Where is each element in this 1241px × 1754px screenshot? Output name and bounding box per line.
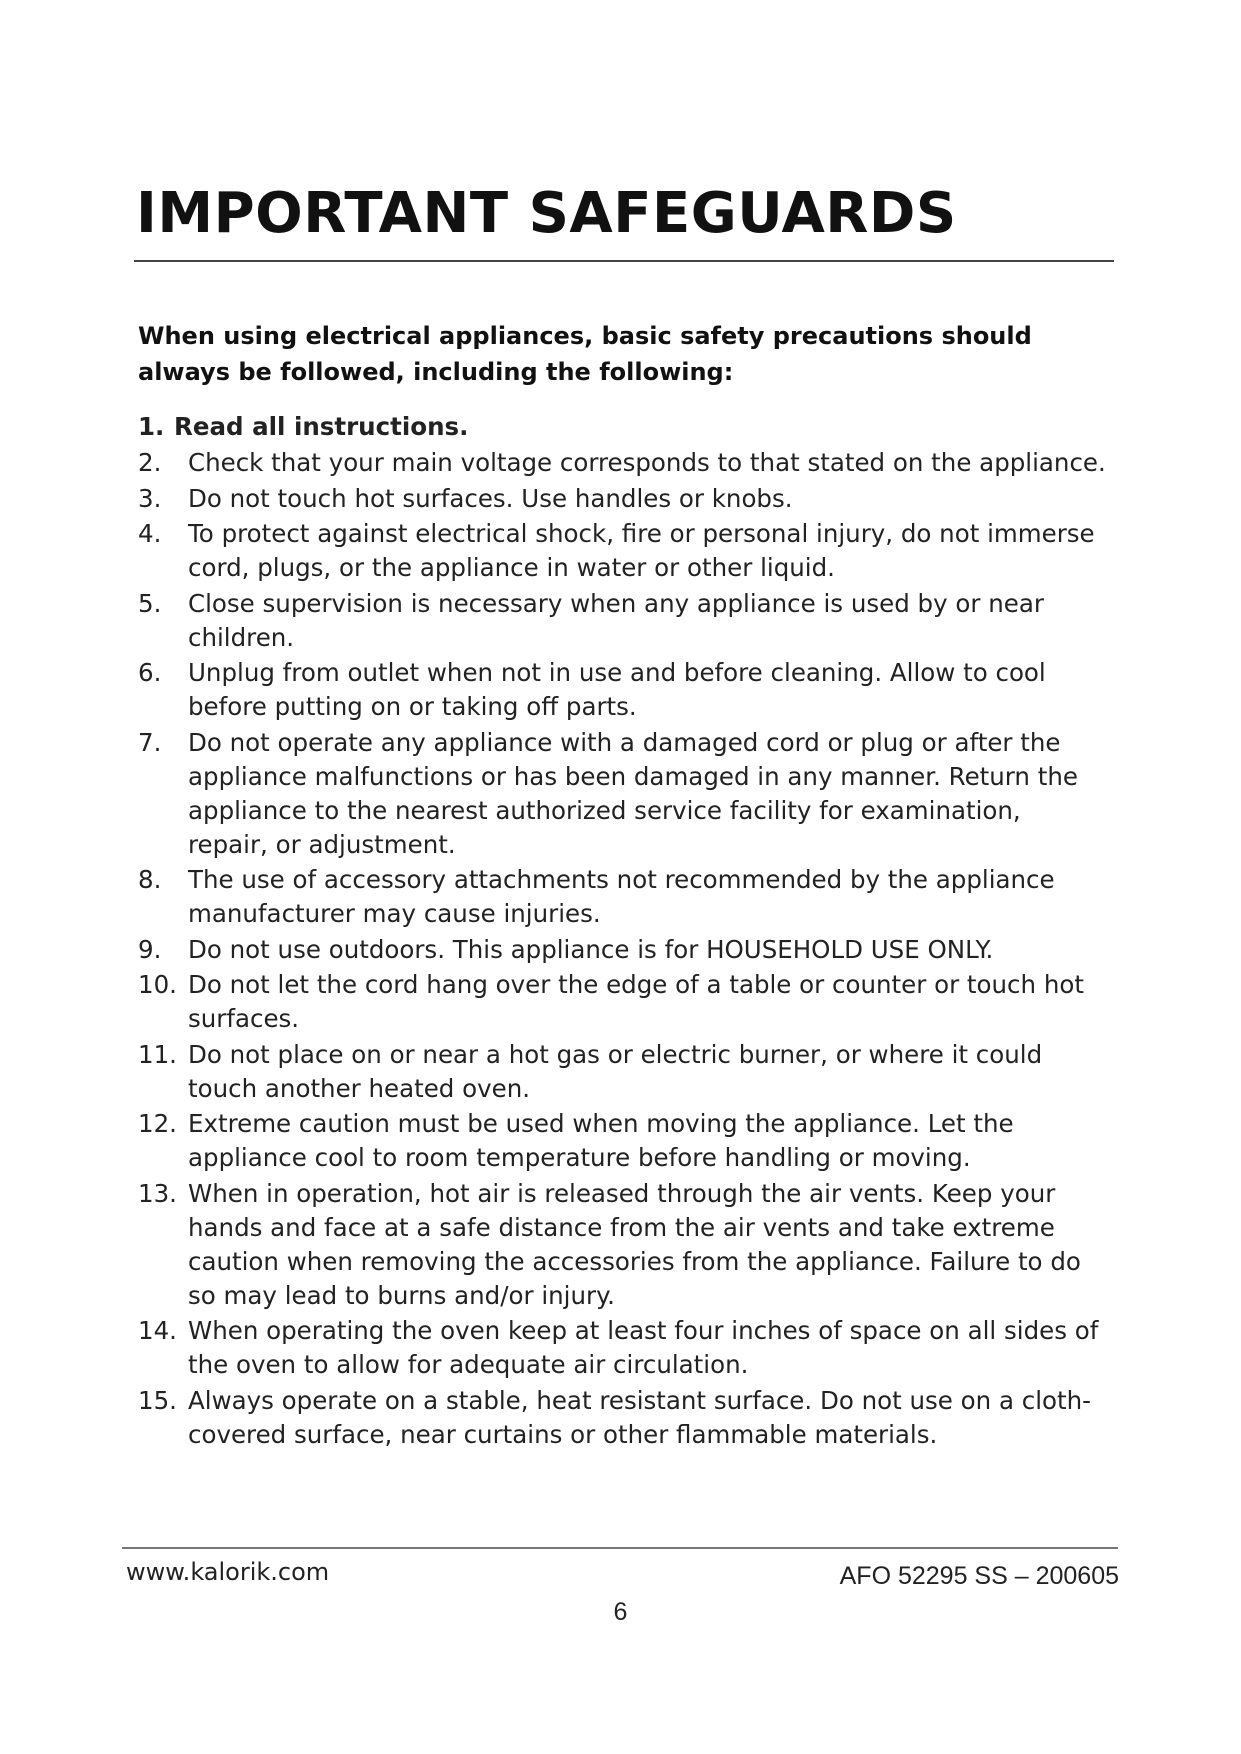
item-text: Extreme caution must be used when moving the appliance. Let the appliance cool to room temperature before handling or moving. [188,1109,1014,1172]
safeguard-item [138,1314,1108,1382]
safeguard-item [138,446,1108,480]
safeguard-list [138,410,1108,1453]
safeguard-item [138,933,1108,967]
item-text: Do not let the cord hang over the edge of a table or counter or touch hot surfaces. [188,970,1084,1033]
item-text: Always operate on a stable, heat resistant surface. Do not use on a cloth-covered surface, near curtains or other flammable materials. [188,1385,1092,1449]
item-number: 11. [138,1039,177,1069]
item-text: When operating the oven keep at least four inches of space on all sides of the oven to allow for adequate air circulation. [188,1316,1099,1379]
safeguard-item [138,1177,1108,1313]
item-text: Unplug from outlet when not in use and before cleaning. Allow to cool before putting on or taking off parts. [188,658,1046,721]
page-title: IMPORTANT SAFEGUARDS [136,181,957,246]
item-number: 8. [138,865,162,894]
safeguard-item [138,1038,1108,1106]
item-text: Close supervision is necessary when any appliance is used by or near children. [188,588,1044,652]
intro-paragraph: When using electrical appliances, basic safety precautions should always be followed, including the following: [138,322,1032,386]
safeguard-item [138,410,1108,444]
safeguard-item [138,863,1108,931]
safeguard-item [138,968,1108,1036]
safeguard-item [138,726,1108,862]
item-text: When in operation, hot air is released through the air vents. Keep your hands and face at a safe distance from the air vents and take extreme caution when removing the accessories from the appliance. Failure to do so may lead to burns and/or injury. [188,1178,1081,1310]
item-number: 7. [138,727,162,757]
footer-model-number: AFO 52295 SS – 200605 [839,1562,1119,1590]
page-number: 6 [613,1598,628,1626]
item-text: Do not use outdoors. This appliance is for HOUSEHOLD USE ONLY. [188,934,994,964]
item-text: The use of accessory attachments not recommended by the appliance manufacturer may cause injuries. [188,865,1055,928]
item-number: 12. [138,1109,177,1138]
safeguard-item [138,656,1108,724]
footer-divider [122,1547,1118,1549]
item-text: Check that your main voltage corresponds to that stated on the appliance. [188,448,1106,477]
safeguard-item [138,1384,1108,1452]
item-number: 3. [138,483,162,513]
item-number: 13. [138,1178,177,1208]
item-number: 1. [138,412,165,441]
item-text: Do not place on or near a hot gas or electric burner, or where it could touch another heated oven. [188,1039,1043,1103]
item-text: Read all instructions. [174,412,469,441]
item-number: 4. [138,519,162,548]
safeguard-item [138,517,1108,585]
item-number: 5. [138,588,162,618]
item-number: 14. [138,1316,177,1345]
item-number: 10. [138,970,177,999]
item-number: 15. [138,1385,177,1415]
item-text: Do not operate any appliance with a damaged cord or plug or after the appliance malfunctions or has been damaged in any manner. Return the appliance to the nearest authorized service facility for examination, repair, or adjustment. [188,727,1078,859]
safeguard-item [138,482,1108,516]
safeguard-item [138,587,1108,655]
safeguard-item [138,1107,1108,1175]
footer-website-link[interactable]: www.kalorik.com [126,1558,330,1586]
item-text: To protect against electrical shock, fire or personal injury, do not immerse cord, plugs, or the appliance in water or other liquid. [188,519,1095,582]
title-divider [134,260,1114,262]
item-number: 9. [138,934,162,964]
item-number: 6. [138,658,162,687]
item-number: 2. [138,448,162,477]
item-text: Do not touch hot surfaces. Use handles or knobs. [188,483,793,513]
